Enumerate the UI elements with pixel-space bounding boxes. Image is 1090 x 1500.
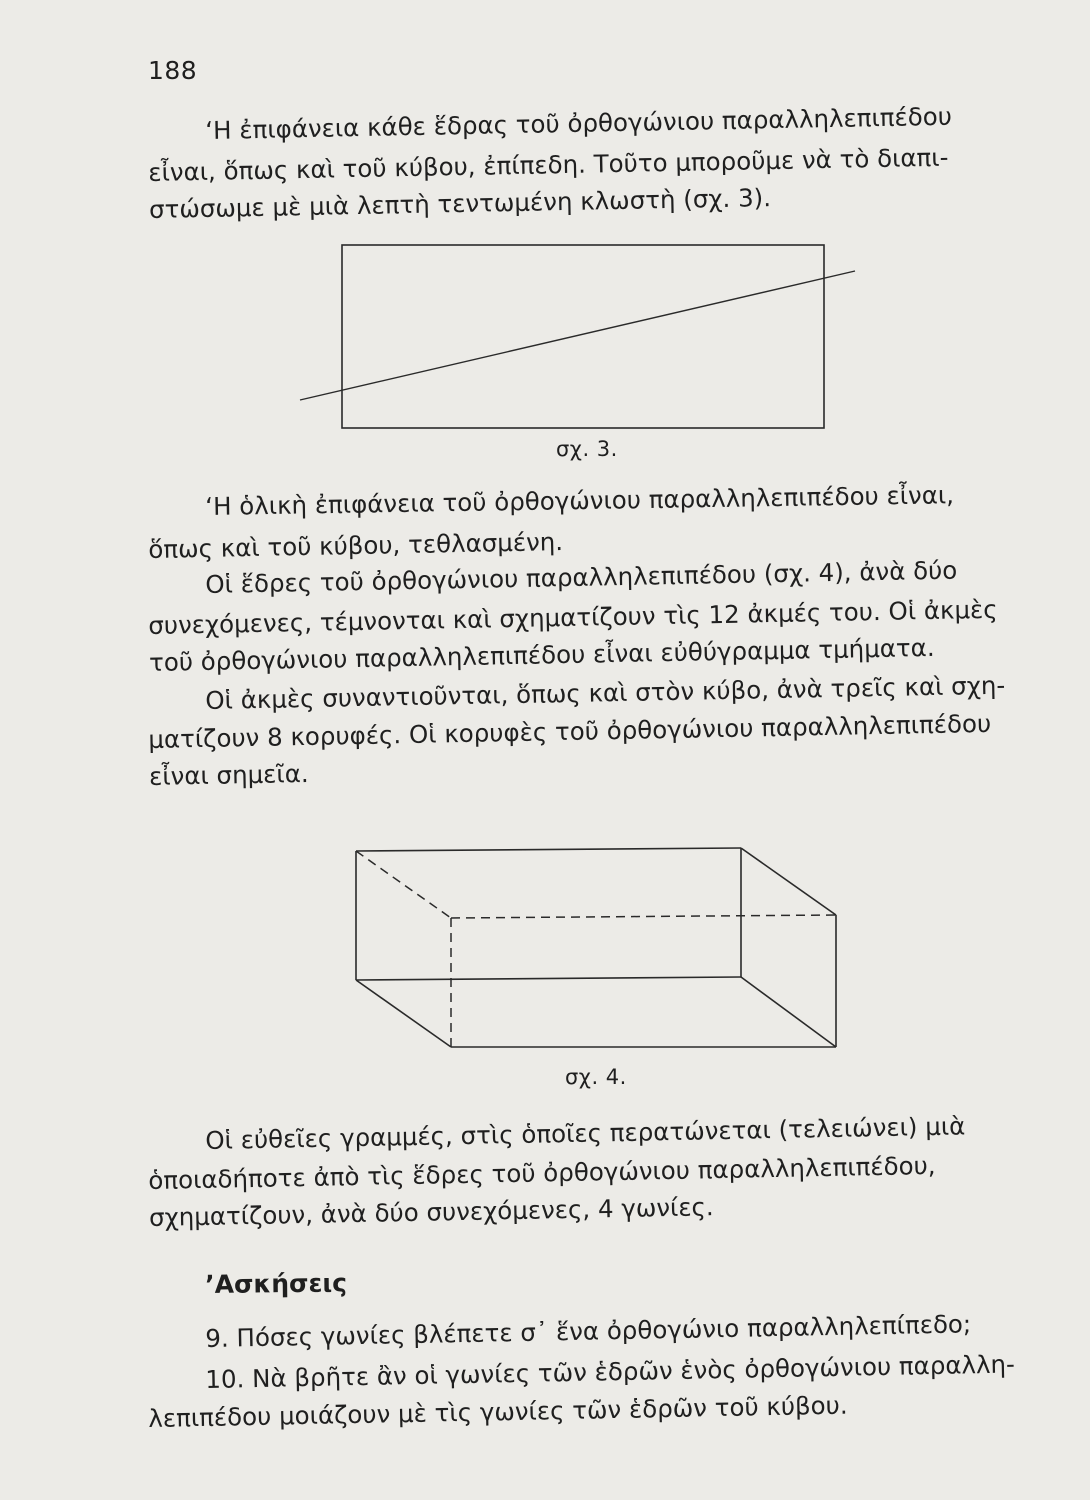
figure-4-hidden-edge [356, 851, 451, 918]
figure-4-caption: σχ. 4. [565, 1065, 627, 1089]
text-line: εἶναι σημεῖα. [148, 758, 309, 791]
figure-4-edge [356, 848, 741, 851]
text-line: λεπιπέδου μοιάζουν μὲ τὶς γωνίες τῶν ἑδρῶν τοῦ κύβου. [148, 1390, 848, 1433]
figure-4-edge [741, 848, 836, 915]
text-line: Οἱ ἀκμὲς συναντιοῦνται, ὅπως καὶ στὸν κύβο, ἀνὰ τρεῖς καὶ σχη- [205, 670, 1006, 715]
text-line: συνεχόμενες, τέμνονται καὶ σχηματίζουν τὶς 12 ἀκμές του. Οἱ ἀκμὲς [148, 594, 998, 640]
figure-4-edge [741, 977, 836, 1047]
figure-4-edge [356, 980, 451, 1047]
text-line: ὅπως καὶ τοῦ κύβου, τεθλασμένη. [148, 527, 564, 564]
text-line: σχηματίζουν, ἀνὰ δύο συνεχόμενες, 4 γωνίες. [148, 1192, 714, 1232]
exercises-heading: ʼΑσκήσεις [205, 1268, 348, 1299]
text-line: ὁποιαδήποτε ἀπὸ τὶς ἕδρες τοῦ ὀρθογώνιου παραλληλεπιπέδου, [148, 1150, 936, 1195]
figure-3-caption: σχ. 3. [556, 437, 618, 461]
text-line: 10. Νὰ βρῆτε ἂν οἱ γωνίες τῶν ἑδρῶν ἑνὸς ὀρθογώνιου παραλλη- [205, 1349, 1016, 1394]
text-line: ματίζουν 8 κορυφές. Οἱ κορυφὲς τοῦ ὀρθογώνιου παραλληλεπιπέδου [148, 708, 992, 754]
page-number: 188 [148, 56, 198, 85]
text-line: τοῦ ὀρθογώνιου παραλληλεπιπέδου εἶναι εὐθύγραμμα τμήματα. [148, 632, 935, 677]
text-line: ‘Η ἐπιφάνεια κάθε ἕδρας τοῦ ὀρθογώνιου παραλληλεπιπέδου [205, 101, 953, 145]
text-line: ‘Η ὁλικὴ ἐπιφάνεια τοῦ ὀρθογώνιου παραλληλεπιπέδου εἶναι, [205, 480, 955, 521]
figure-4-edge [356, 977, 741, 980]
text-line: εἶναι, ὅπως καὶ τοῦ κύβου, ἐπίπεδη. Τοῦτο μποροῦμε νὰ τὸ διαπι- [148, 142, 949, 187]
text-line: 9. Πόσες γωνίες βλέπετε σ᾽ ἕνα ὀρθογώνιο παραλληλεπίπεδο; [205, 1309, 972, 1353]
text-line: Οἱ εὐθεῖες γραμμές, στὶς ὁποῖες περατώνεται (τελειώνει) μιὰ [205, 1111, 966, 1155]
text-line: στώσωμε μὲ μιὰ λεπτὴ τεντωμένη κλωστὴ (σχ. 3). [148, 183, 772, 224]
figure-4-hidden-edge [451, 915, 836, 918]
text-line: Οἱ ἕδρες τοῦ ὀρθογώνιου παραλληλεπιπέδου (σχ. 4), ἀνὰ δύο [205, 555, 958, 599]
